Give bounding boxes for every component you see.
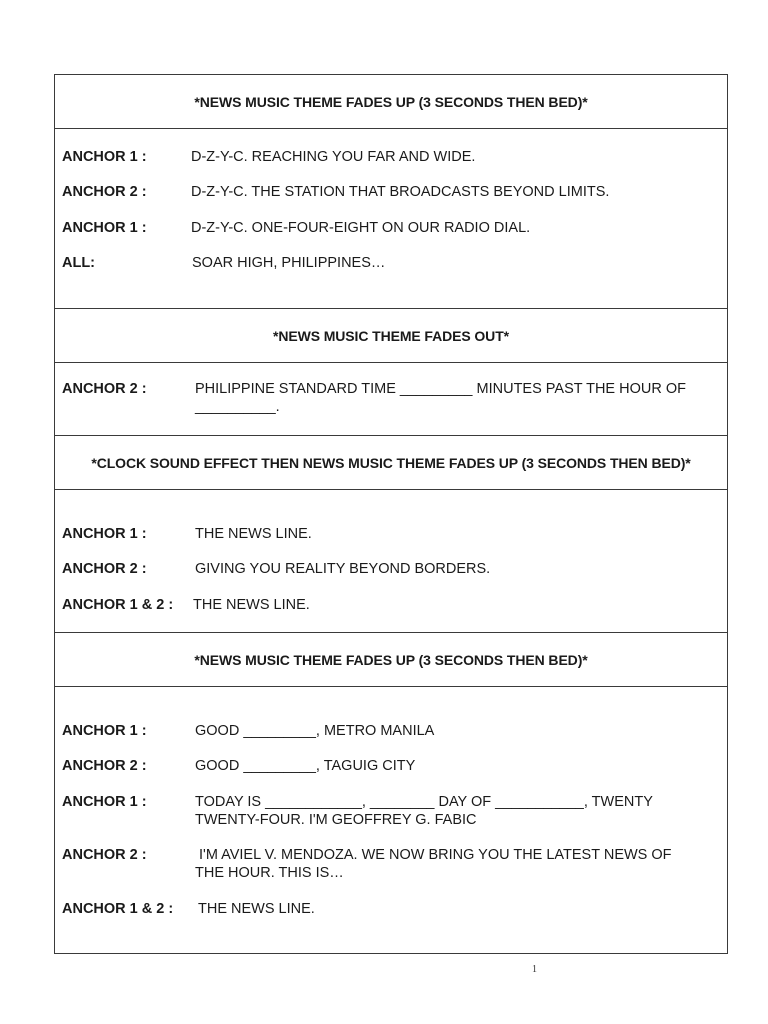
speech-text: I'M AVIEL V. MENDOZA. WE NOW BRING YOU THE LATEST NEWS OF (195, 847, 672, 863)
speech-text: TODAY IS ____________, ________ DAY OF ___________, TWENTY (195, 794, 653, 810)
dialogue-line (62, 793, 719, 811)
speaker-label: ANCHOR 1 & 2 : (62, 597, 174, 613)
speech-text: GOOD _________, METRO MANILA (195, 723, 435, 739)
speaker-label: ANCHOR 1 : (62, 723, 147, 739)
dialogue-line (62, 525, 719, 543)
page-number: 1 (532, 964, 537, 975)
dialogue-line (62, 148, 719, 166)
speaker-label: ANCHOR 1 : (62, 794, 147, 810)
speaker-label: ANCHOR 2 : (62, 381, 147, 397)
cue-text: *CLOCK SOUND EFFECT THEN NEWS MUSIC THEME FADES UP (3 SECONDS THEN BED)* (91, 454, 691, 471)
speaker-label: ANCHOR 2 : (62, 847, 147, 863)
speech-text: PHILIPPINE STANDARD TIME _________ MINUTES PAST THE HOUR OF (195, 381, 686, 397)
cue-text: *NEWS MUSIC THEME FADES UP (3 SECONDS THEN BED)* (194, 651, 588, 668)
dialogue-line (62, 757, 719, 775)
speech-text: GOOD _________, TAGUIG CITY (195, 758, 416, 774)
speaker-label: ANCHOR 1 : (62, 526, 147, 542)
sound-cue (55, 309, 727, 363)
speech-text: SOAR HIGH, PHILIPPINES… (192, 255, 386, 271)
speech-text: D-Z-Y-C. ONE-FOUR-EIGHT ON OUR RADIO DIAL. (191, 220, 531, 236)
dialogue-line (62, 219, 719, 237)
cue-text: *NEWS MUSIC THEME FADES OUT* (273, 327, 509, 344)
dialogue-block (55, 363, 727, 436)
dialogue-block (55, 687, 727, 953)
dialogue-line (62, 900, 719, 918)
speaker-label: ANCHOR 2 : (62, 561, 147, 577)
speech-text: THE NEWS LINE. (195, 526, 312, 542)
dialogue-line (62, 596, 719, 614)
speech-text: GIVING YOU REALITY BEYOND BORDERS. (195, 561, 491, 577)
radio-script-table (54, 74, 728, 954)
speaker-label: ANCHOR 1 : (62, 220, 147, 236)
cue-text: *NEWS MUSIC THEME FADES UP (3 SECONDS THEN BED)* (194, 93, 588, 110)
dialogue-block (55, 490, 727, 633)
dialogue-line (62, 183, 719, 201)
sound-cue (55, 633, 727, 687)
speech-text: TWENTY-FOUR. I'M GEOFFREY G. FABIC (195, 812, 477, 828)
speech-text: THE NEWS LINE. (198, 901, 315, 917)
sound-cue (55, 75, 727, 129)
speaker-label: ANCHOR 2 : (62, 758, 147, 774)
speech-text: __________. (195, 399, 280, 415)
sound-cue (55, 436, 727, 490)
speech-text: THE HOUR. THIS IS… (195, 865, 344, 881)
speaker-label: ANCHOR 1 : (62, 149, 147, 165)
speaker-label: ANCHOR 1 & 2 : (62, 901, 174, 917)
dialogue-line (62, 560, 719, 578)
dialogue-block (55, 129, 727, 309)
dialogue-line (62, 722, 719, 740)
speech-text: D-Z-Y-C. REACHING YOU FAR AND WIDE. (191, 149, 476, 165)
speech-text: THE NEWS LINE. (193, 597, 310, 613)
dialogue-line (62, 380, 719, 398)
dialogue-line (62, 846, 719, 864)
dialogue-line (62, 254, 719, 272)
speech-text: D-Z-Y-C. THE STATION THAT BROADCASTS BEYOND LIMITS. (191, 184, 610, 200)
speaker-label: ALL: (62, 255, 96, 271)
speaker-label: ANCHOR 2 : (62, 184, 147, 200)
